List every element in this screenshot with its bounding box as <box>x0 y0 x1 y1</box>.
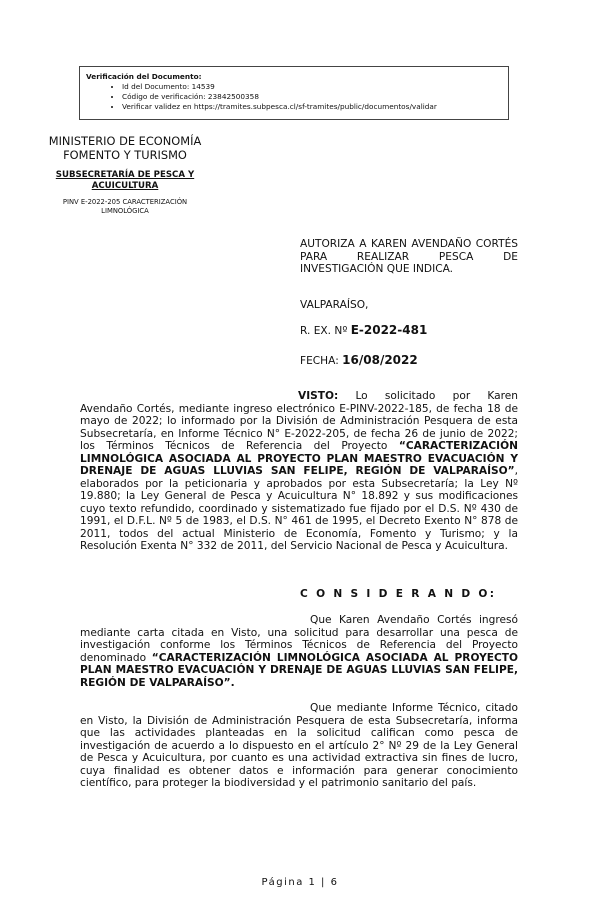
visto-text-1: Lo solicitado por Karen Avendaño Cortés, mediante ingreso electrónico E-PINV-2022-185, de fecha 18 de mayo de 2022; lo informado por la División de Administración Pesquera de esta Subsecretaría, en Informe Técnico N° E-2022-205, de fecha 26 de junio de 2022; los Términos Técnicos de Referencia del Proyecto <box>80 390 518 452</box>
considerando-1-project-name: “CARACTERIZACIÓN LIMNOLÓGICA ASOCIADA AL PROYECTO PLAN MAESTRO EVACUACIÓN Y DRENAJE DE AGUAS LLUVIAS SAN FELIPE, REGIÓN DE VALPARAÍSO”. <box>80 651 518 689</box>
verification-title: Verificación del Documento: <box>86 72 202 81</box>
considerando-paragraph-2: Que mediante Informe Técnico, citado en Visto, la División de Administración Pesquera de esta Subsecretaría, informa que las actividades planteadas en la solicitud califican como pesca de investigación de acuerdo a lo dispuesto en el artículo 2° Nº 29 de la Ley General de Pesca y Acuicultura, por cuanto es una actividad extractiva sin fines de lucro, cuya finalidad es obtener datos e información para generar conocimiento científico, para proteger la biodiversidad y el patrimonio sanitario del país. <box>80 702 518 789</box>
page-number: Página 1 | 6 <box>261 877 339 888</box>
subsecretaria-name: SUBSECRETARÍA DE PESCA Y ACUICULTURA <box>55 170 195 191</box>
verification-id: • Id del Documento: 14539 <box>122 82 508 92</box>
date-value: 16/08/2022 <box>342 353 418 367</box>
rex-label: R. EX. Nº <box>300 325 348 337</box>
considerando-heading: C O N S I D E R A N D O: <box>300 588 497 600</box>
resolution-number-line <box>300 323 427 337</box>
visto-paragraph <box>80 390 518 553</box>
verification-url[interactable]: • Verificar validez en https://tramites.subpesca.cl/sf-tramites/public/documentos/validar <box>122 102 508 112</box>
verification-code: • Código de verificación: 23842500358 <box>122 92 508 102</box>
ministry-name: MINISTERIO DE ECONOMÍA <box>48 134 202 148</box>
considerando-1-text: Que Karen Avendaño Cortés ingresó mediante carta citada en Visto, una solicitud para desarrollar una pesca de investigación conforme los Términos Técnicos de Referencia del Proyecto denominado <box>80 614 518 664</box>
rex-number: E-2022-481 <box>350 323 428 337</box>
document-reference: PINV E-2022-205 CARACTERIZACIÓN LIMNOLÓGICA <box>62 198 188 215</box>
visto-project-name: “CARACTERIZACIÓN LIMNOLÓGICA ASOCIADA AL PROYECTO PLAN MAESTRO EVACUACIÓN Y DRENAJE DE AGUAS LLUVIAS SAN FELIPE, REGIÓN DE VALPARAÍSO” <box>80 440 518 477</box>
visto-label: VISTO: <box>298 390 339 402</box>
date-label: FECHA: <box>300 355 339 367</box>
verification-list <box>86 82 508 112</box>
visto-text-2: , elaborados por la peticionaria y aprobados por esta Subsecretaría; la Ley Nº 19.880; la Ley General de Pesca y Acuicultura N° 18.892 y sus modificaciones cuyo texto refundido, coordinado y sistematizado fue fijado por el D.S. Nº 430 de 1991, el D.F.L. Nº 5 de 1983, el D.S. N° 461 de 1995, el Decreto Exento N° 878 de 2011, todos del actual Ministerio de Economía, Fomento y Turismo; y la Resolución Exenta N° 332 de 2011, del Servicio Nacional de Pesca y Acuicultura. <box>80 465 518 552</box>
ministry-subname: FOMENTO Y TURISMO <box>63 148 187 162</box>
resolution-subject: AUTORIZA A KAREN AVENDAÑO CORTÉS PARA REALIZAR PESCA DE INVESTIGACIÓN QUE INDICA. <box>300 238 518 276</box>
considerando-paragraph-1 <box>80 614 518 689</box>
place: VALPARAÍSO, <box>300 299 369 311</box>
date-line <box>300 353 418 367</box>
verification-box <box>79 66 509 120</box>
